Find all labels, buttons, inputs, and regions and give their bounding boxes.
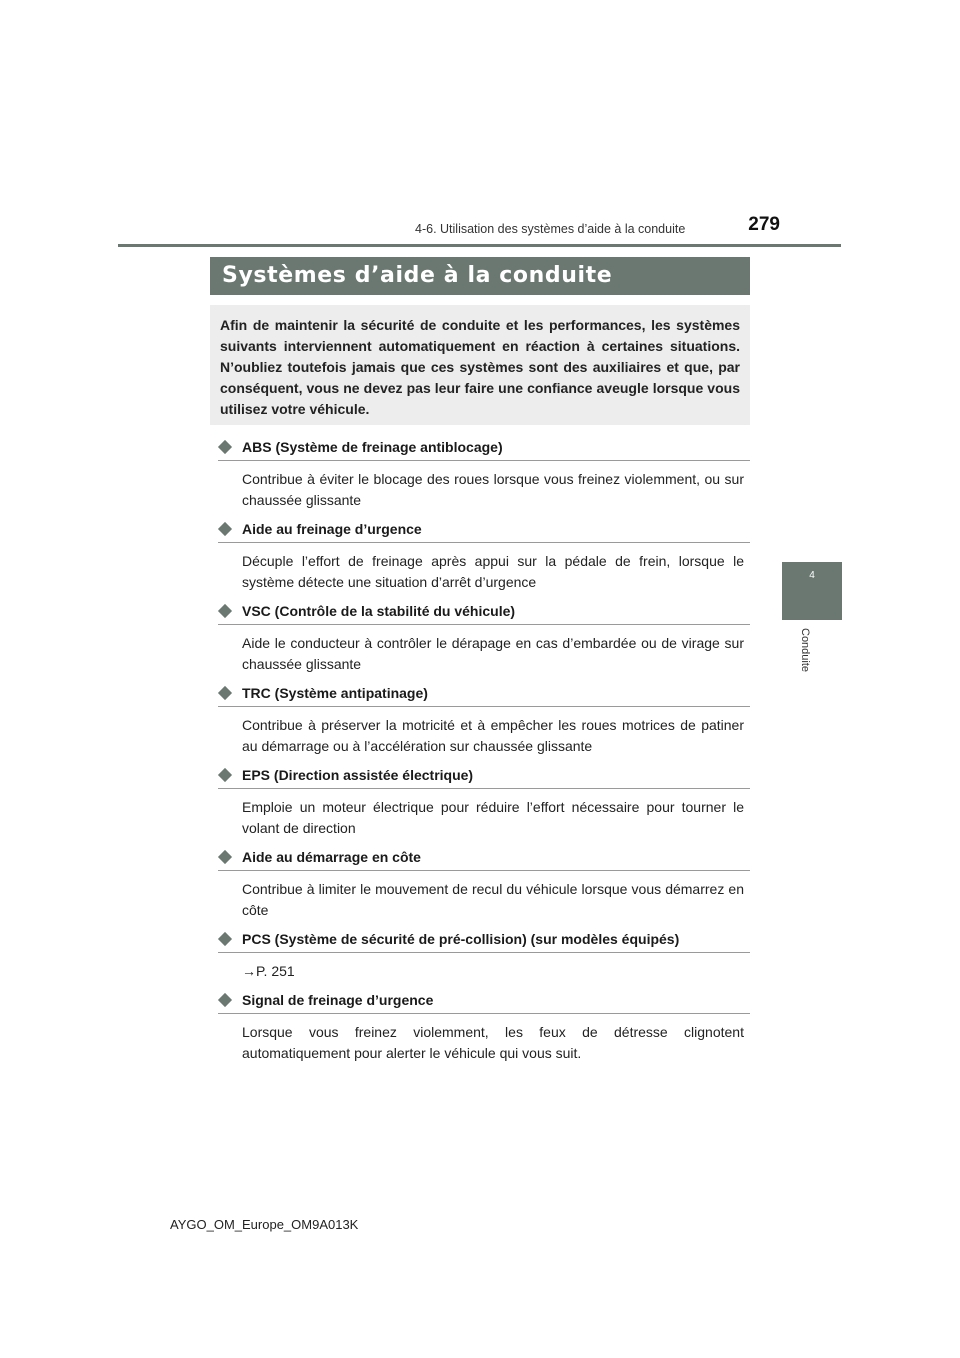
header-divider bbox=[118, 244, 841, 247]
feature-title: Signal de freinage d’urgence bbox=[242, 992, 434, 1008]
chapter-number: 4 bbox=[809, 570, 815, 581]
feature-heading bbox=[218, 930, 750, 953]
feature-item-vsc bbox=[218, 602, 750, 675]
feature-title: ABS (Système de freinage antiblocage) bbox=[242, 439, 503, 455]
chapter-tab bbox=[782, 562, 842, 620]
running-header-section: 4-6. Utilisation des systèmes d’aide à la conduite bbox=[415, 222, 686, 236]
feature-description: Contribue à préserver la motricité et à empêcher les roues motrices de patiner au démarrage ou à l’accélération sur chaussée glissante bbox=[242, 717, 744, 754]
feature-item-hill-start-assist bbox=[218, 848, 750, 921]
feature-title: VSC (Contrôle de la stabilité du véhicule) bbox=[242, 603, 516, 619]
diamond-bullet-icon bbox=[218, 993, 232, 1007]
feature-title: EPS (Direction assistée électrique) bbox=[242, 767, 474, 783]
feature-heading bbox=[218, 520, 750, 543]
feature-heading bbox=[218, 766, 750, 789]
document-code: AYGO_OM_Europe_OM9A013K bbox=[170, 1217, 359, 1232]
feature-heading bbox=[218, 602, 750, 625]
feature-heading bbox=[218, 848, 750, 871]
diamond-bullet-icon bbox=[218, 440, 232, 454]
feature-title: Aide au démarrage en côte bbox=[242, 849, 421, 865]
feature-title: PCS (Système de sécurité de pré-collision) (sur modèles équipés) bbox=[242, 931, 680, 947]
feature-item-eps bbox=[218, 766, 750, 839]
diamond-bullet-icon bbox=[218, 932, 232, 946]
feature-list bbox=[218, 438, 750, 1073]
feature-item-emergency-brake-signal bbox=[218, 991, 750, 1064]
feature-description: Contribue à éviter le blocage des roues lorsque vous freinez violemment, ou sur chaussée glissante bbox=[242, 471, 744, 508]
feature-item-abs bbox=[218, 438, 750, 511]
diamond-bullet-icon bbox=[218, 768, 232, 782]
diamond-bullet-icon bbox=[218, 522, 232, 536]
intro-text: Afin de maintenir la sécurité de conduite et les performances, les systèmes suivants interviennent automatiquement en réaction à certaines situations. N’oubliez toutefois jamais que ces systèmes sont des auxiliaires et que, par conséquent, vous ne devez pas leur faire une confiance aveugle lorsque vous utilisez votre véhicule. bbox=[220, 317, 740, 417]
intro-box bbox=[210, 305, 750, 425]
chapter-label: Conduite bbox=[799, 628, 811, 673]
feature-description: Contribue à limiter le mouvement de recul du véhicule lorsque vous démarrez en côte bbox=[242, 881, 744, 918]
feature-item-pcs bbox=[218, 930, 750, 982]
feature-description: Aide le conducteur à contrôler le dérapage en cas d’embardée ou de virage sur chaussée glissante bbox=[242, 635, 744, 672]
page-number: 279 bbox=[748, 214, 780, 235]
feature-description: Lorsque vous freinez violemment, les feux de détresse clignotent automatiquement pour alerter le véhicule qui vous suit. bbox=[242, 1024, 744, 1061]
diamond-bullet-icon bbox=[218, 604, 232, 618]
feature-title: Aide au freinage d’urgence bbox=[242, 521, 422, 537]
feature-title: TRC (Système antipatinage) bbox=[242, 685, 428, 701]
page-title: Systèmes d’aide à la conduite bbox=[222, 263, 613, 288]
feature-item-trc bbox=[218, 684, 750, 757]
feature-heading bbox=[218, 438, 750, 461]
section-title-bar bbox=[210, 257, 750, 295]
feature-description: Décuple l’effort de freinage après appui sur la pédale de frein, lorsque le système détecte une situation d’arrêt d’urgence bbox=[242, 553, 744, 590]
page-reference-link[interactable]: →P. 251 bbox=[242, 963, 295, 979]
feature-item-brake-assist bbox=[218, 520, 750, 593]
feature-heading bbox=[218, 684, 750, 707]
diamond-bullet-icon bbox=[218, 850, 232, 864]
feature-description: Emploie un moteur électrique pour réduire l’effort nécessaire pour tourner le volant de direction bbox=[242, 799, 744, 836]
diamond-bullet-icon bbox=[218, 686, 232, 700]
feature-heading bbox=[218, 991, 750, 1014]
